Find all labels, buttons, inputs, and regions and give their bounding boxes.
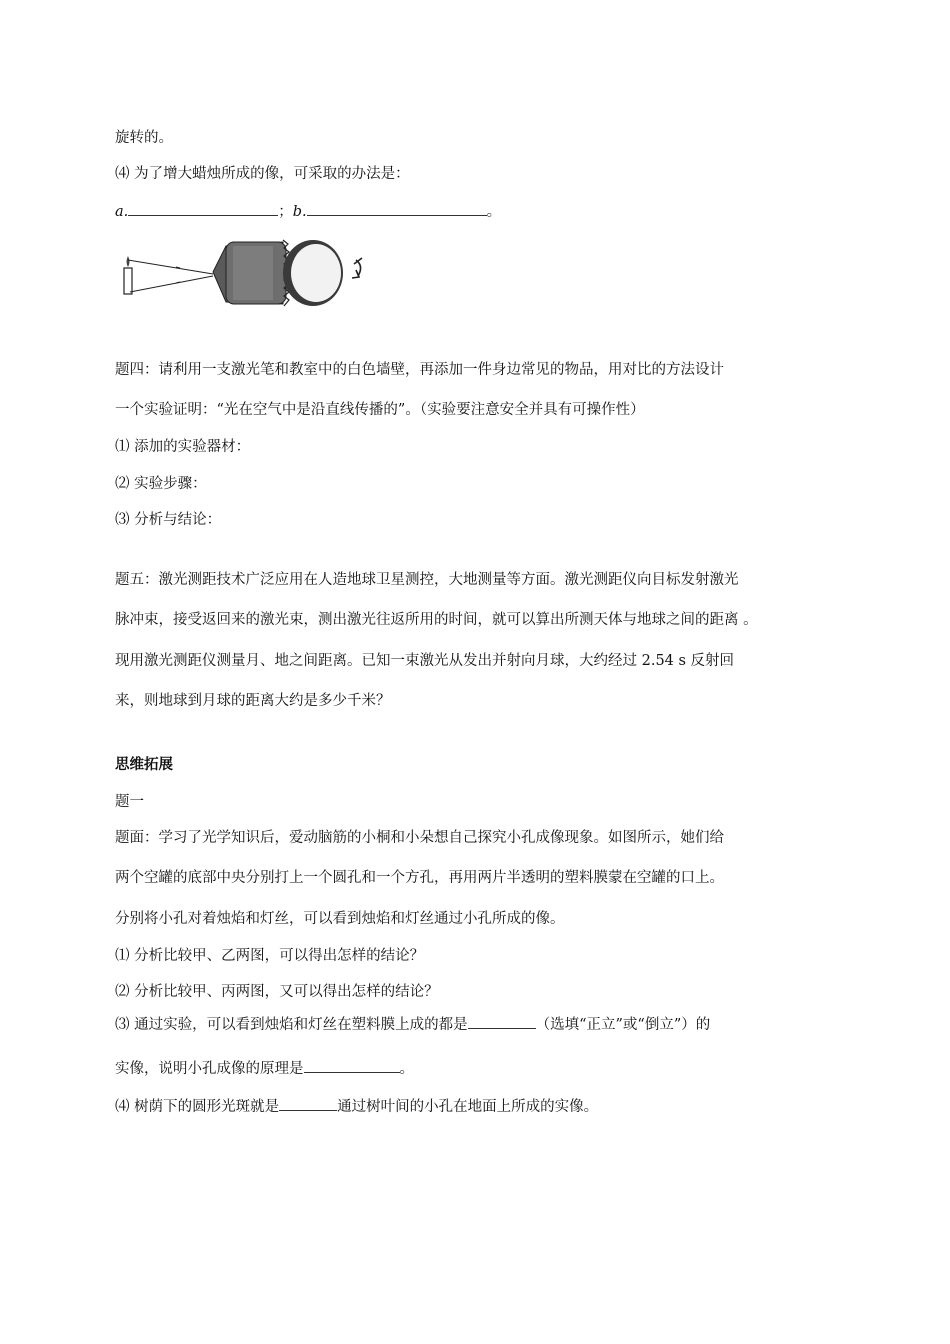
answer-blank-a[interactable] xyxy=(128,201,278,216)
section-heading: 思维拓展 xyxy=(115,757,173,773)
answer-blank-principle[interactable] xyxy=(304,1058,400,1073)
part3-text-b: （选填“正立”或“倒立”）的 xyxy=(535,1017,711,1033)
extension-part1: ⑴ 分析比较甲、乙两图，可以得出怎样的结论？ xyxy=(115,948,425,964)
extension-line1: 题面：学习了光学知识后，爱动脑筋的小桐和小朵想自己探究小孔成像现象。如图所示，她们给 xyxy=(115,830,724,846)
light-rays xyxy=(128,260,213,292)
extension-line3: 分别将小孔对着烛焰和灯丝，可以看到烛焰和灯丝通过小孔所成的像。 xyxy=(115,911,565,927)
part4-text-b: 通过树叶间的小孔在地面上所成的实像。 xyxy=(337,1099,599,1115)
extension-line2: 两个空罐的底部中央分别打上一个圆孔和一个方孔，再用两片半透明的塑料膜蒙在空罐的口上。 xyxy=(115,870,724,886)
part3-text-a: ⑶ 通过实验，可以看到烛焰和灯丝在塑料膜上成的都是 xyxy=(115,1017,468,1033)
separator: ； xyxy=(278,204,293,220)
option-a-label: a. xyxy=(115,204,129,220)
part4-text-a: ⑷ 树荫下的圆形光斑就是 xyxy=(115,1099,280,1115)
q4-line2: 一个实验证明：“光在空气中是沿直线传播的”。（实验要注意安全并具有可操作性） xyxy=(115,402,645,418)
q4-step1: ⑴ 添加的实验器材： xyxy=(115,439,251,455)
part3-text-d: 。 xyxy=(399,1061,414,1077)
rotation-arrow-icon xyxy=(352,258,362,278)
can-body xyxy=(213,240,343,306)
answer-blank-light-source[interactable] xyxy=(279,1096,337,1111)
q4-step3: ⑶ 分析与结论： xyxy=(115,512,222,528)
q5-line4: 来，则地球到月球的距离大约是多少千米？ xyxy=(115,693,391,709)
q3-part4: ⑷ 为了增大蜡烛所成的像，可采取的办法是： xyxy=(115,166,410,182)
end-mark: 。 xyxy=(486,204,502,220)
extension-part2: ⑵ 分析比较甲、丙两图，又可以得出怎样的结论？ xyxy=(115,984,439,1000)
q5-line2: 脉冲束，接受返回来的激光束，测出激光往返所用的时间，就可以算出所测天体与地球之间的距离 。 xyxy=(115,612,758,628)
q4-line1: 题四：请利用一支激光笔和教室中的白色墙壁，再添加一件身边常见的物品，用对比的方法设计 xyxy=(115,362,724,378)
q3-answer-line xyxy=(115,201,501,222)
q3-continuation: 旋转的。 xyxy=(115,130,173,146)
extension-part4 xyxy=(115,1096,598,1117)
q4-step2: ⑵ 实验步骤： xyxy=(115,476,207,492)
q5-line3: 现用激光测距仪测量月、地之间距离。已知一束激光从发出并射向月球，大约经过 2.54 s 反射回 xyxy=(115,653,735,669)
option-b-label: b. xyxy=(292,204,307,220)
extension-part3-line1 xyxy=(115,1014,710,1035)
answer-blank-b[interactable] xyxy=(307,201,487,216)
extension-subtitle: 题一 xyxy=(115,794,144,810)
answer-blank-upright-inverted[interactable] xyxy=(468,1014,536,1029)
candle-icon xyxy=(124,256,132,294)
extension-part3-line2 xyxy=(115,1058,414,1079)
q5-line1: 题五：激光测距技术广泛应用在人造地球卫星测控，大地测量等方面。激光测距仪向目标发射激光 xyxy=(115,572,739,588)
pinhole-camera-figure xyxy=(118,232,368,312)
part3-text-c: 实像，说明小孔成像的原理是 xyxy=(115,1061,304,1077)
